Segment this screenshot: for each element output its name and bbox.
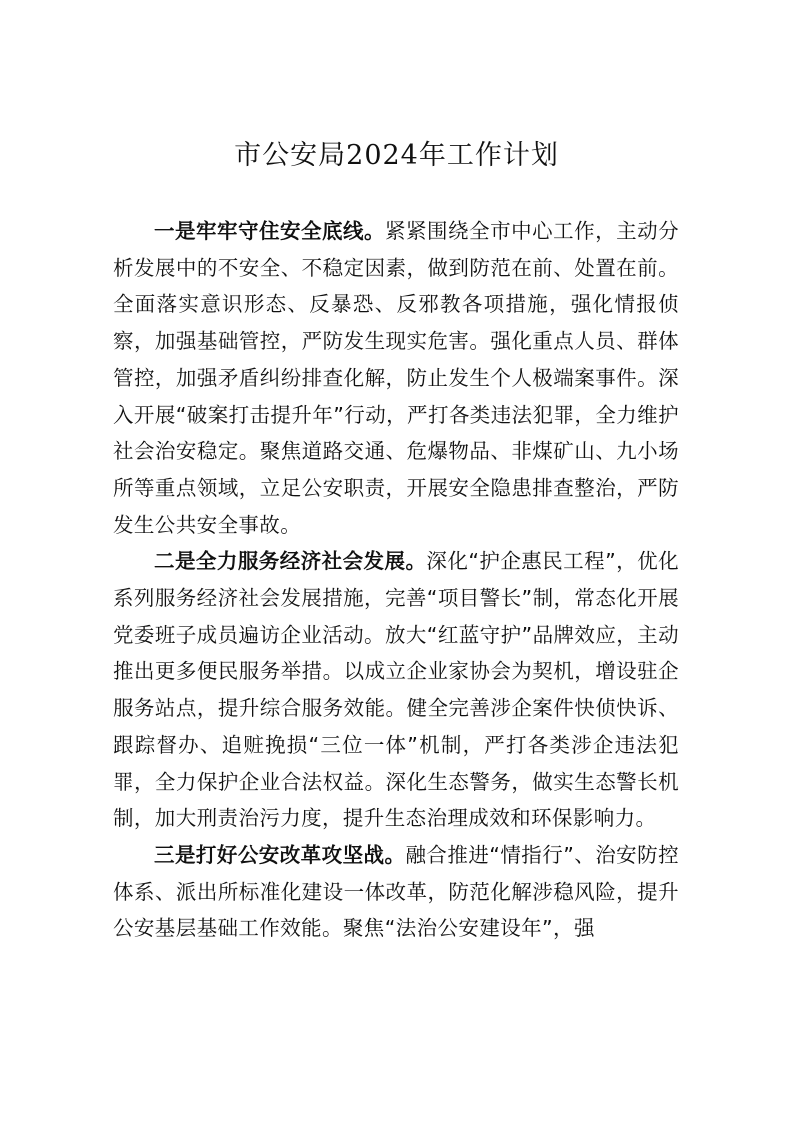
paragraph-3-heading: 三是打好公安改革攻坚战。 [154, 842, 406, 867]
paragraph-3 [113, 837, 679, 947]
document-title: 市公安局2024年工作计划 [234, 140, 559, 171]
paragraph-2-text: 深化“护企惠民工程”，优化系列服务经济社会发展措施，完善“项目警长”制，常态化开展党委班子成员遍访企业活动。放大“红蓝守护”品牌效应，主动推出更多便民服务举措。以成立企业家协会为契机，增设驻企服务站点，提升综合服务效能。健全完善涉企案件快侦快诉、跟踪督办、追赃挽损“三位一体”机制，严打各类涉企违法犯罪，全力保护企业合法权益。深化生态警务，做实生态警长机制，加大刑责治污力度，提升生态治理成效和环保影响力。 [113, 549, 679, 831]
paragraph-2 [113, 543, 679, 837]
paragraph-1-heading: 一是牢牢守住安全底线。 [154, 219, 386, 243]
paragraph-1 [113, 213, 679, 543]
paragraph-3-text: 融合推进“情指行”、治安防控体系、派出所标准化建设一体改革，防范化解涉稳风险，提升公安基层基础工作效能。聚焦“法治公安建设年”，强 [113, 842, 679, 941]
paragraph-1-text: 紧紧围绕全市中心工作，主动分析发展中的不安全、不稳定因素，做到防范在前、处置在前。全面落实意识形态、反暴恐、反邪教各项措施，强化情报侦察，加强基础管控，严防发生现实危害。强化重点人员、群体管控，加强矛盾纠纷排查化解，防止发生个人极端案事件。深入开展“破案打击提升年”行动，严打各类违法犯罪，全力维护社会治安稳定。聚焦道路交通、危爆物品、非煤矿山、九小场所等重点领域，立足公安职责，开展安全隐患排查整治，严防发生公共安全事故。 [113, 219, 679, 537]
paragraph-2-heading: 二是全力服务经济社会发展。 [154, 549, 427, 574]
document-body [113, 213, 679, 947]
